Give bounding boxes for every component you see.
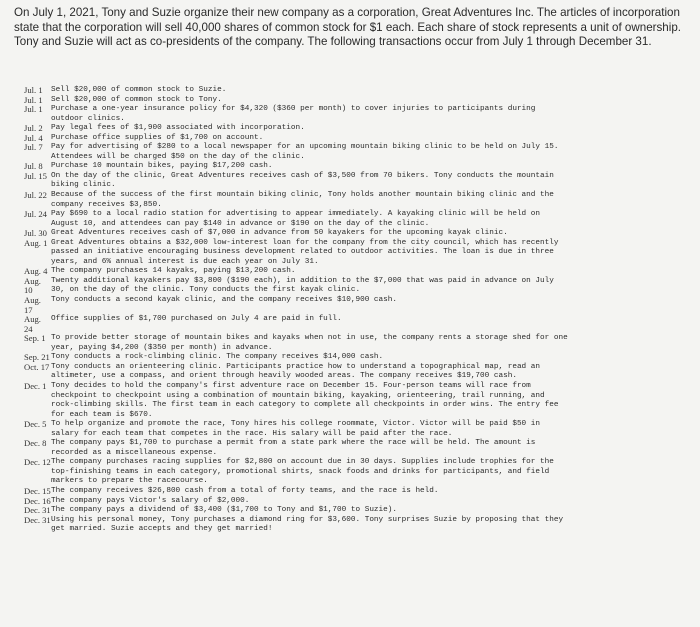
transaction-row	[24, 105, 688, 124]
problem-intro: On July 1, 2021, Tony and Suzie organize their new company as a corporation, Great Adventures Inc. The articles of incorporation state that the corporation will sell 40,000 shares of common stock for $1 each. Each share of stock represents a unit of ownership. Tony and Suzie will act as co-presidents of the company. The following transactions occur from July 1 through December 31.	[14, 6, 681, 49]
transaction-row	[24, 162, 688, 172]
transaction-row	[24, 516, 688, 535]
transaction-date: Dec. 31	[24, 505, 51, 516]
transaction-description: The company purchases 14 kayaks, paying $13,200 cash.	[51, 267, 296, 276]
transaction-row	[24, 143, 688, 162]
transaction-description: Great Adventures receives cash of $7,000 in advance from 50 kayakers for the upcoming kayak clinic.	[51, 229, 508, 238]
transaction-date: Aug. 1	[24, 237, 48, 248]
transaction-date: Aug. 10	[24, 275, 41, 296]
transaction-row	[24, 439, 688, 458]
transaction-description: The company purchases racing supplies for $2,800 on account due in 30 days. Supplies include trophies for the top-finishing teams in each category, promotional shirts, snack foods and drinks for participants, and field markers to prepare the racecourse.	[51, 458, 554, 486]
transaction-row	[24, 420, 688, 439]
transaction-row	[24, 497, 688, 507]
transaction-description: Great Adventures obtains a $32,000 low-interest loan for the company from the city council, which has recently passed an initiative encouraging business development related to outdoor activities. The loan is due in three years, and 6% annual interest is due each year on July 31.	[51, 238, 559, 266]
transaction-row	[24, 487, 688, 497]
transaction-date: Jul. 4	[24, 132, 43, 143]
transaction-row	[24, 239, 688, 268]
transaction-description: Tony conducts an orienteering clinic. Participants practice how to understand a topographical map, read an altimeter, use a compass, and orient through heavily wooded areas. The company receives $19,700 cash.	[51, 362, 541, 381]
transaction-row	[24, 210, 688, 229]
transaction-description: Purchase office supplies of $1,700 on account.	[51, 133, 264, 142]
transaction-description: Tony conducts a rock-climbing clinic. The company receives $14,000 cash.	[51, 353, 384, 362]
transaction-description: Because of the success of the first mountain biking clinic, Tony holds another mountain biking clinic and the company receives $3,850.	[51, 191, 554, 209]
transaction-row	[24, 267, 688, 277]
transaction-date: Dec. 16	[24, 495, 51, 506]
transaction-row	[24, 506, 688, 516]
transaction-row	[24, 353, 688, 363]
transaction-date: Jul. 22	[24, 190, 47, 201]
transaction-row	[24, 382, 688, 420]
transaction-date: Jul. 24	[24, 209, 47, 220]
transaction-row	[24, 124, 688, 134]
transaction-row	[24, 229, 688, 239]
transaction-description: Pay legal fees of $1,900 associated with incorporation.	[51, 124, 305, 133]
transaction-description: Purchase a one-year insurance policy for $4,320 ($360 per month) to cover injuries to participants during outdoor clinics.	[51, 105, 536, 123]
transaction-date: Jul. 1	[24, 94, 43, 105]
transaction-description: Pay $690 to a local radio station for advertising to appear immediately. A kayaking clinic will be held on August 10, and attendees can pay $140 in advance or $190 on the day of the clinic.	[51, 210, 541, 228]
transaction-date: Jul. 1	[24, 104, 43, 115]
transaction-date: Dec. 15	[24, 485, 51, 496]
transaction-date: Jul. 1	[24, 85, 43, 95]
transaction-description: Tony decides to hold the company's first adventure race on December 15. Four-person teams will race from checkpoint to checkpoint using a combination of mountain biking, kayaking, orienteering, trail running, and rock-climbing skills. The first team in each category to complete all checkpoints in order wins. The entry fee for each team is $670.	[51, 381, 559, 419]
transaction-description: Office supplies of $1,700 purchased on July 4 are paid in full.	[51, 315, 342, 324]
transaction-description: Purchase 10 mountain bikes, paying $17,200 cash.	[51, 162, 273, 171]
transaction-row	[24, 315, 688, 334]
transaction-description: Twenty additional kayakers pay $3,800 ($190 each), in addition to the $7,000 that was paid in advance on July 30, on the day of the clinic. Tony conducts the first kayak clinic.	[51, 276, 554, 295]
transaction-row	[24, 277, 688, 296]
transaction-date: Dec. 8	[24, 438, 47, 449]
transaction-date: Aug. 4	[24, 266, 48, 277]
transaction-description: Sell $20,000 of common stock to Tony.	[51, 95, 222, 104]
transaction-date: Oct. 17	[24, 361, 50, 372]
transaction-description: To provide better storage of mountain bikes and kayaks when not in use, the company rents a storage shed for one year, paying $4,200 ($350 per month) in advance.	[51, 334, 568, 352]
transaction-date: Jul. 30	[24, 228, 47, 239]
transaction-description: To help organize and promote the race, Tony hires his college roommate, Victor. Victor will be paid $50 in salary for each team that competes in the race. His salary will be paid after the race.	[51, 420, 541, 438]
transaction-date: Aug. 17	[24, 295, 41, 315]
transaction-date: Jul. 2	[24, 123, 43, 134]
transaction-row	[24, 334, 688, 353]
transaction-row	[24, 458, 688, 487]
transaction-date: Jul. 15	[24, 170, 47, 181]
transaction-row	[24, 363, 688, 382]
transaction-description: On the day of the clinic, Great Adventures receives cash of $3,500 from 70 bikers. Tony conducts the mountain biking clinic.	[51, 171, 554, 190]
transaction-description: The company pays a dividend of $3,400 ($1,700 to Tony and $1,700 to Suzie).	[51, 506, 397, 515]
transaction-description: The company pays Victor's salary of $2,000.	[51, 496, 250, 505]
transaction-row	[24, 172, 688, 191]
transaction-row	[24, 134, 688, 144]
transaction-description: Pay for advertising of $280 to a local newspaper for an upcoming mountain biking clinic to be held on July 15. Attendees will be charged $50 on the day of the clinic.	[51, 143, 559, 161]
transaction-date: Dec. 5	[24, 419, 47, 430]
transaction-date: Dec. 31	[24, 514, 51, 525]
transaction-row	[24, 86, 688, 96]
transaction-row	[24, 96, 688, 106]
transaction-description: Tony conducts a second kayak clinic, and the company receives $10,900 cash.	[51, 296, 397, 305]
transaction-description: Sell $20,000 of common stock to Suzie.	[51, 86, 227, 94]
transaction-date: Sep. 21	[24, 352, 50, 363]
transaction-description: The company pays $1,700 to purchase a permit from a state park where the race will be held. The amount is recorded as a miscellaneous expense.	[51, 439, 536, 457]
transaction-list	[24, 86, 688, 535]
transaction-date: Aug. 24	[24, 314, 41, 334]
transaction-date: Jul. 8	[24, 161, 43, 172]
transaction-description: The company receives $26,800 cash from a total of forty teams, and the race is held.	[51, 486, 439, 495]
transaction-description: Using his personal money, Tony purchases a diamond ring for $3,600. Tony surprises Suzie by proposing that they get married. Suzie accepts and they get married!	[51, 515, 564, 534]
transaction-row	[24, 191, 688, 210]
transaction-row	[24, 296, 688, 315]
transaction-date: Dec. 12	[24, 457, 51, 468]
transaction-date: Jul. 7	[24, 142, 43, 153]
transaction-date: Sep. 1	[24, 333, 46, 344]
transaction-date: Dec. 1	[24, 380, 47, 391]
